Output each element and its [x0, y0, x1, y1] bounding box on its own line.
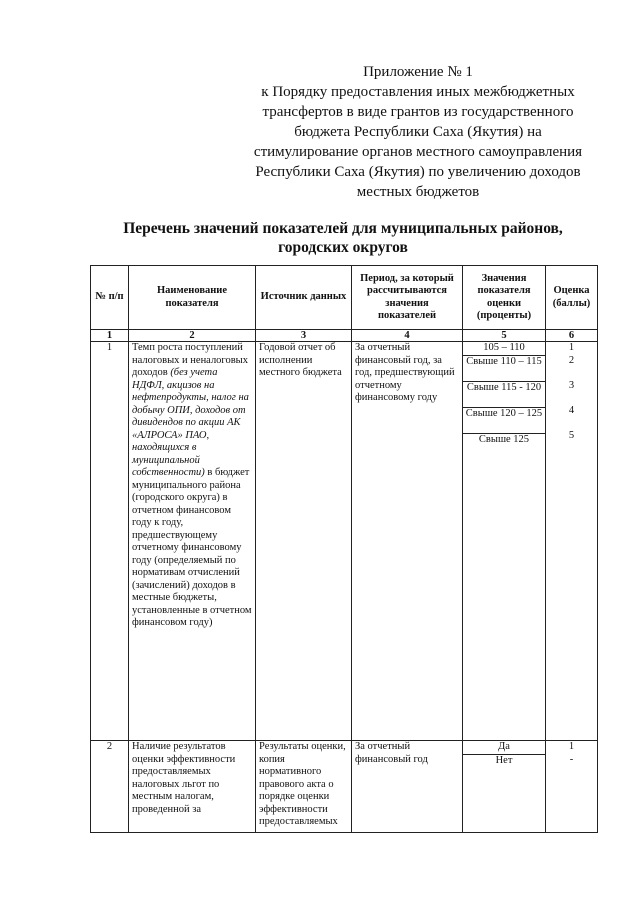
- value-band: Свыше 110 – 115: [463, 356, 545, 382]
- indicator-name-note: (без учета НДФЛ, акцизов на нефтепродукты, налог на добычу ОПИ, доходов от дивидендов по акции АК «АЛРОСА» ПАО, находящихся в муниципальной собственности): [132, 367, 249, 478]
- row-number: 1: [91, 342, 129, 741]
- indicator-name: Наличие результатов оценки эффективности предоставляемых налоговых льгот по местным налогам, проведенной за: [129, 741, 256, 833]
- column-number: 5: [463, 330, 546, 342]
- column-number: 6: [546, 330, 598, 342]
- header-name: Наименование показателя: [129, 266, 256, 330]
- score-value: 5: [568, 430, 575, 441]
- data-source: Годовой отчет об исполнении местного бюджета: [256, 342, 352, 741]
- score-value: 2: [568, 355, 575, 366]
- header-period: Период, за который рассчитываются значения показателей: [352, 266, 463, 330]
- score-value: 1: [568, 741, 575, 752]
- appendix-line: к Порядку предоставления иных межбюджетных: [261, 84, 575, 100]
- title-line: городских округов: [278, 239, 408, 256]
- indicator-name-text: в бюджет муниципального района (городского округа) в отчетном финансовом году к году, предшествующему отчетному финансовому году (определяемый по нормативам отчислений (зачислений) доходов в местные бюджеты, установленные в отчетном финансовом году): [132, 467, 252, 628]
- score-list: [546, 342, 598, 741]
- indicator-name-text: Темп роста поступлений налоговых и неналоговых доходов: [132, 342, 248, 378]
- value-band: Да: [463, 741, 545, 755]
- appendix-line: бюджета Республики Саха (Якутия) на: [294, 124, 542, 140]
- column-number-row: [91, 330, 598, 342]
- score-value: 3: [568, 380, 575, 391]
- table-row: [91, 342, 598, 741]
- header-number: № п/п: [91, 266, 129, 330]
- score-value: -: [569, 754, 574, 765]
- header-source: Источник данных: [256, 266, 352, 330]
- column-number: 1: [91, 330, 129, 342]
- row-number: 2: [91, 741, 129, 833]
- column-number: 4: [352, 330, 463, 342]
- appendix-line: местных бюджетов: [356, 184, 480, 200]
- table-row: [91, 741, 598, 833]
- score-value: 1: [568, 342, 575, 353]
- period: За отчетный финансовый год: [352, 741, 463, 833]
- data-source: Результаты оценки, копия нормативного правового акта о порядке оценки эффективности предоставляемых: [256, 741, 352, 833]
- appendix-line: Республики Саха (Якутия) по увеличению доходов: [255, 164, 581, 180]
- value-band: Свыше 115 - 120: [463, 382, 545, 408]
- indicator-name: [129, 342, 256, 741]
- value-bands: [463, 741, 546, 833]
- header-row: [91, 266, 598, 330]
- appendix-line: трансфертов в виде грантов из государственного: [262, 104, 574, 120]
- indicators-table: [90, 265, 598, 833]
- appendix-header: [250, 62, 586, 202]
- period: За отчетный финансовый год, за год, предшествующий отчетному финансовому году: [352, 342, 463, 741]
- value-band: Свыше 125: [478, 434, 530, 445]
- document-title: [95, 219, 591, 257]
- value-band: Свыше 120 – 125: [463, 408, 545, 434]
- appendix-line: стимулирование органов местного самоуправления: [253, 144, 583, 160]
- value-band: 105 – 110: [463, 342, 545, 356]
- appendix-line: Приложение № 1: [363, 64, 473, 80]
- score-list: [546, 741, 598, 833]
- header-score: Оценка (баллы): [546, 266, 598, 330]
- score-value: 4: [568, 405, 575, 416]
- value-bands: [463, 342, 546, 741]
- column-number: 2: [129, 330, 256, 342]
- header-values: Значения показателя оценки (проценты): [463, 266, 546, 330]
- title-line: Перечень значений показателей для муниципальных районов,: [123, 220, 563, 237]
- column-number: 3: [256, 330, 352, 342]
- value-band: Нет: [495, 755, 513, 766]
